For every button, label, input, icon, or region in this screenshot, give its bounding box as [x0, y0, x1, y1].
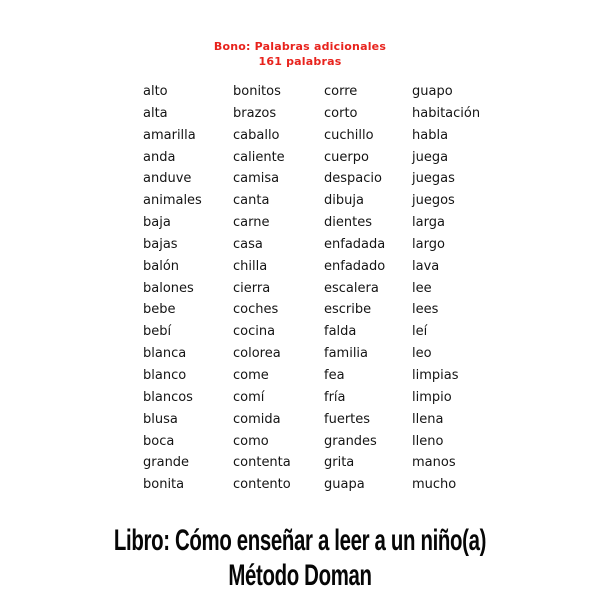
- word-count-label: 161 palabras: [258, 55, 342, 68]
- word-item: habla: [412, 127, 449, 143]
- word-item: animales: [143, 193, 202, 209]
- word-column-2: [233, 81, 324, 496]
- word-item: lava: [412, 258, 440, 274]
- word-item: habitación: [412, 105, 481, 121]
- word-item: caliente: [233, 149, 285, 165]
- word-item: lee: [412, 280, 432, 296]
- word-item: contento: [233, 477, 291, 493]
- word-item: alto: [143, 84, 168, 99]
- word-item: corre: [324, 84, 358, 99]
- word-item: balón: [143, 258, 180, 274]
- word-item: bebí: [143, 324, 172, 340]
- word-item: leo: [412, 346, 432, 362]
- word-item: guapa: [324, 477, 365, 493]
- word-item: enfadado: [324, 258, 386, 274]
- word-item: familia: [324, 346, 369, 362]
- word-item: come: [233, 367, 269, 383]
- word-item: caballo: [233, 127, 280, 143]
- word-item: contenta: [233, 455, 291, 471]
- word-item: bonitos: [233, 84, 281, 99]
- word-item: alta: [143, 105, 168, 121]
- bonus-header: [0, 39, 600, 69]
- word-item: despacio: [324, 171, 382, 187]
- word-item: juega: [412, 149, 449, 165]
- word-item: grande: [143, 455, 190, 471]
- word-item: leí: [412, 324, 428, 340]
- word-item: carne: [233, 215, 270, 231]
- word-item: fría: [324, 389, 346, 405]
- word-item: bonita: [143, 477, 185, 493]
- word-item: juegas: [412, 171, 455, 187]
- word-item: baja: [143, 215, 171, 231]
- book-footer: [96, 523, 504, 593]
- word-item: lleno: [412, 433, 444, 449]
- word-column-3: [324, 81, 412, 496]
- word-item: casa: [233, 236, 263, 252]
- word-item: grandes: [324, 433, 377, 449]
- word-item: manos: [412, 455, 456, 471]
- word-item: comida: [233, 411, 281, 427]
- book-title: Libro: Cómo enseñar a leer a un niño(a): [113, 524, 487, 557]
- word-item: llena: [412, 411, 444, 427]
- word-item: limpio: [412, 389, 452, 405]
- word-item: guapo: [412, 84, 453, 99]
- word-item: juegos: [412, 193, 455, 209]
- word-item: anduve: [143, 171, 192, 187]
- word-item: comí: [233, 389, 265, 405]
- word-item: cierra: [233, 280, 271, 296]
- word-item: grita: [324, 455, 355, 471]
- word-item: fuertes: [324, 411, 371, 427]
- word-item: bajas: [143, 236, 178, 252]
- word-item: bebe: [143, 302, 176, 318]
- word-item: blanca: [143, 346, 187, 362]
- word-item: colorea: [233, 346, 281, 362]
- word-item: escribe: [324, 302, 372, 318]
- word-grid: [143, 81, 600, 496]
- word-item: brazos: [233, 105, 277, 121]
- word-item: cuerpo: [324, 149, 369, 165]
- word-item: amarilla: [143, 127, 196, 143]
- word-column-4: [412, 81, 480, 496]
- word-item: boca: [143, 433, 175, 449]
- word-item: lees: [412, 302, 439, 318]
- word-item: coches: [233, 302, 279, 318]
- word-item: largo: [412, 236, 445, 252]
- word-item: enfadada: [324, 236, 386, 252]
- word-item: dibuja: [324, 193, 364, 209]
- word-item: dientes: [324, 215, 372, 231]
- word-item: fea: [324, 367, 345, 383]
- word-item: blusa: [143, 411, 178, 427]
- word-item: blanco: [143, 367, 187, 383]
- bonus-title: Bono: Palabras adicionales: [213, 40, 387, 53]
- word-item: camisa: [233, 171, 280, 187]
- word-item: cocina: [233, 324, 276, 340]
- word-item: larga: [412, 215, 445, 231]
- word-item: falda: [324, 324, 357, 340]
- word-item: mucho: [412, 477, 457, 493]
- method-name: Método Doman: [228, 559, 372, 592]
- word-item: cuchillo: [324, 127, 374, 143]
- word-item: balones: [143, 280, 194, 296]
- word-item: blancos: [143, 389, 193, 405]
- word-item: corto: [324, 105, 358, 121]
- word-item: escalera: [324, 280, 379, 296]
- word-item: chilla: [233, 258, 268, 274]
- word-column-1: [143, 81, 233, 496]
- word-item: limpias: [412, 367, 459, 383]
- word-item: anda: [143, 149, 176, 165]
- word-item: canta: [233, 193, 270, 209]
- word-item: como: [233, 433, 269, 449]
